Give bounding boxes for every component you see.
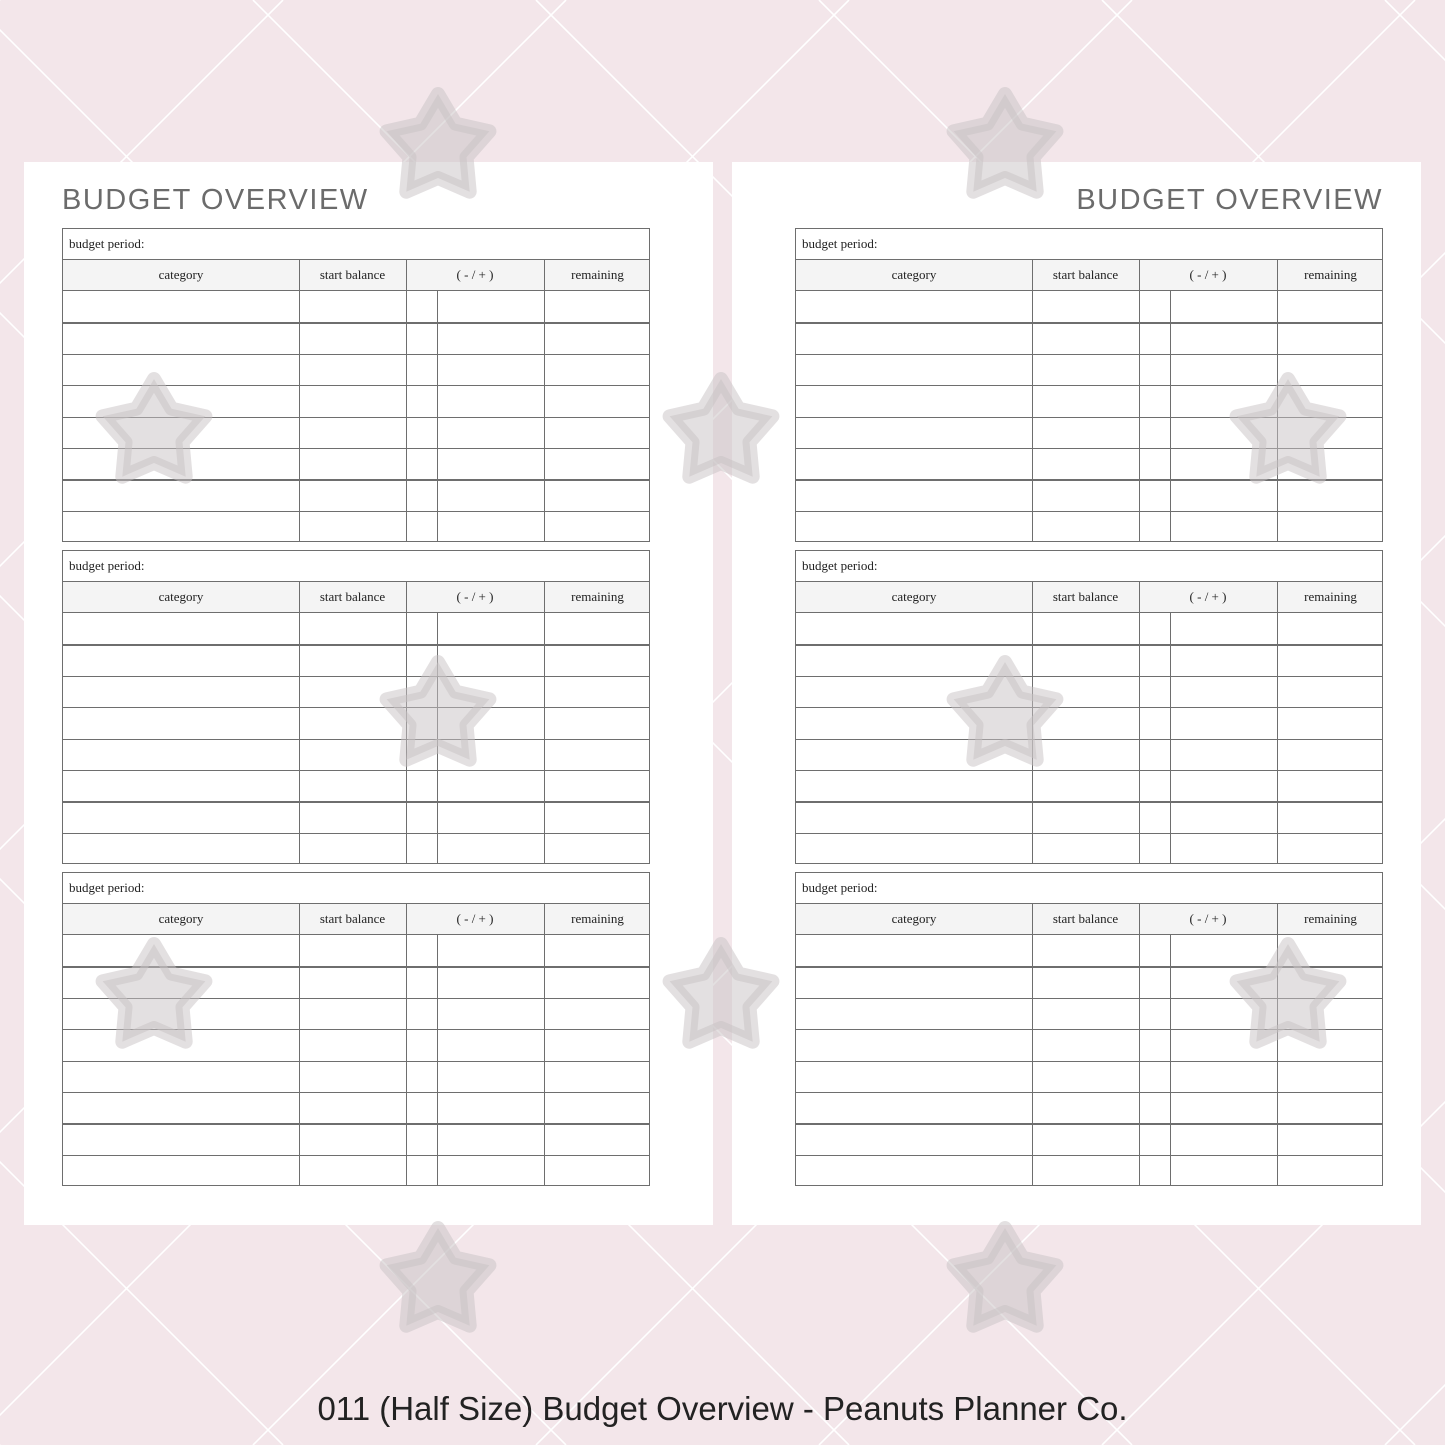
column-divider [544, 904, 545, 1185]
header-start-balance: start balance [319, 911, 386, 926]
budget-period-field[interactable] [63, 551, 649, 582]
table-header-row [796, 582, 1382, 613]
budget-section [795, 228, 1383, 542]
header-remaining: remaining [571, 267, 624, 282]
budget-section [795, 550, 1383, 864]
header-change: ( - / + ) [456, 267, 494, 282]
column-divider [299, 260, 300, 541]
table-header-row [63, 260, 649, 291]
budget-section [62, 550, 650, 864]
table-row-divider [63, 676, 649, 677]
table-row-divider [63, 448, 649, 449]
table-row-divider [796, 479, 1382, 480]
table-row-divider [63, 707, 649, 708]
table-row-divider [796, 770, 1382, 771]
table-row-divider [63, 1029, 649, 1030]
header-start-balance: start balance [319, 267, 386, 282]
budget-period-label: budget period: [802, 236, 878, 251]
header-change: ( - / + ) [456, 589, 494, 604]
left-planner-page [24, 162, 713, 1225]
column-divider [1139, 904, 1140, 1185]
column-divider [406, 260, 407, 541]
budget-period-field[interactable] [796, 551, 1382, 582]
header-category: category [158, 589, 204, 604]
table-row-divider [796, 511, 1382, 512]
column-divider [1139, 582, 1140, 863]
column-divider [1277, 582, 1278, 863]
right-planner-page [732, 162, 1421, 1225]
column-divider [1032, 260, 1033, 541]
table-row-divider [63, 770, 649, 771]
header-category: category [891, 911, 937, 926]
header-start-balance: start balance [1052, 589, 1119, 604]
table-row-divider [796, 354, 1382, 355]
header-start-balance: start balance [1052, 267, 1119, 282]
header-change: ( - / + ) [1189, 589, 1227, 604]
column-divider [406, 904, 407, 1185]
budget-period-field[interactable] [63, 873, 649, 904]
table-row-divider [796, 707, 1382, 708]
table-row-divider [796, 676, 1382, 677]
table-row-divider [796, 833, 1382, 834]
table-row-divider [796, 966, 1382, 967]
budget-section [62, 872, 650, 1186]
table-row-divider [796, 1061, 1382, 1062]
header-remaining: remaining [1304, 267, 1357, 282]
table-row-divider [63, 479, 649, 480]
budget-period-field[interactable] [63, 229, 649, 260]
header-category: category [158, 911, 204, 926]
header-remaining: remaining [571, 589, 624, 604]
table-row-divider [63, 1123, 649, 1124]
table-row-divider [63, 354, 649, 355]
table-row-divider [63, 511, 649, 512]
budget-section [62, 228, 650, 542]
header-category: category [891, 267, 937, 282]
table-row-divider [63, 322, 649, 323]
page-title: BUDGET OVERVIEW [1076, 184, 1383, 216]
budget-period-label: budget period: [69, 236, 145, 251]
budget-period-field[interactable] [796, 229, 1382, 260]
header-remaining: remaining [1304, 589, 1357, 604]
product-caption: 011 (Half Size) Budget Overview - Peanuts Planner Co. [317, 1390, 1128, 1427]
table-row-divider [796, 322, 1382, 323]
table-row-divider [63, 644, 649, 645]
table-header-row [63, 904, 649, 935]
table-row-divider [63, 833, 649, 834]
budget-section [795, 872, 1383, 1186]
column-divider [299, 904, 300, 1185]
header-remaining: remaining [571, 911, 624, 926]
table-row-divider [63, 1092, 649, 1093]
column-divider [1277, 260, 1278, 541]
table-row-divider [796, 1123, 1382, 1124]
table-row-divider [796, 801, 1382, 802]
header-change: ( - / + ) [456, 911, 494, 926]
table-row-divider [796, 998, 1382, 999]
header-remaining: remaining [1304, 911, 1357, 926]
table-row-divider [63, 966, 649, 967]
table-row-divider [796, 739, 1382, 740]
column-divider [1139, 260, 1140, 541]
table-row-divider [63, 385, 649, 386]
table-row-divider [796, 1029, 1382, 1030]
column-divider [544, 582, 545, 863]
column-divider [544, 260, 545, 541]
table-header-row [796, 904, 1382, 935]
table-row-divider [63, 417, 649, 418]
table-row-divider [796, 1155, 1382, 1156]
table-row-divider [63, 739, 649, 740]
table-row-divider [796, 448, 1382, 449]
column-divider [1032, 904, 1033, 1185]
budget-period-label: budget period: [802, 558, 878, 573]
header-start-balance: start balance [319, 589, 386, 604]
table-row-divider [796, 1092, 1382, 1093]
table-row-divider [63, 801, 649, 802]
budget-period-label: budget period: [69, 558, 145, 573]
column-divider [299, 582, 300, 863]
table-row-divider [796, 417, 1382, 418]
budget-period-label: budget period: [69, 880, 145, 895]
header-category: category [158, 267, 204, 282]
table-row-divider [796, 385, 1382, 386]
header-change: ( - / + ) [1189, 267, 1227, 282]
table-row-divider [63, 1061, 649, 1062]
header-category: category [891, 589, 937, 604]
column-divider [1032, 582, 1033, 863]
page-title: BUDGET OVERVIEW [62, 184, 369, 216]
table-row-divider [63, 998, 649, 999]
table-row-divider [63, 1155, 649, 1156]
column-divider [406, 582, 407, 863]
table-header-row [63, 582, 649, 613]
table-row-divider [796, 644, 1382, 645]
budget-period-label: budget period: [802, 880, 878, 895]
header-start-balance: start balance [1052, 911, 1119, 926]
table-header-row [796, 260, 1382, 291]
column-divider [1277, 904, 1278, 1185]
budget-period-field[interactable] [796, 873, 1382, 904]
header-change: ( - / + ) [1189, 911, 1227, 926]
